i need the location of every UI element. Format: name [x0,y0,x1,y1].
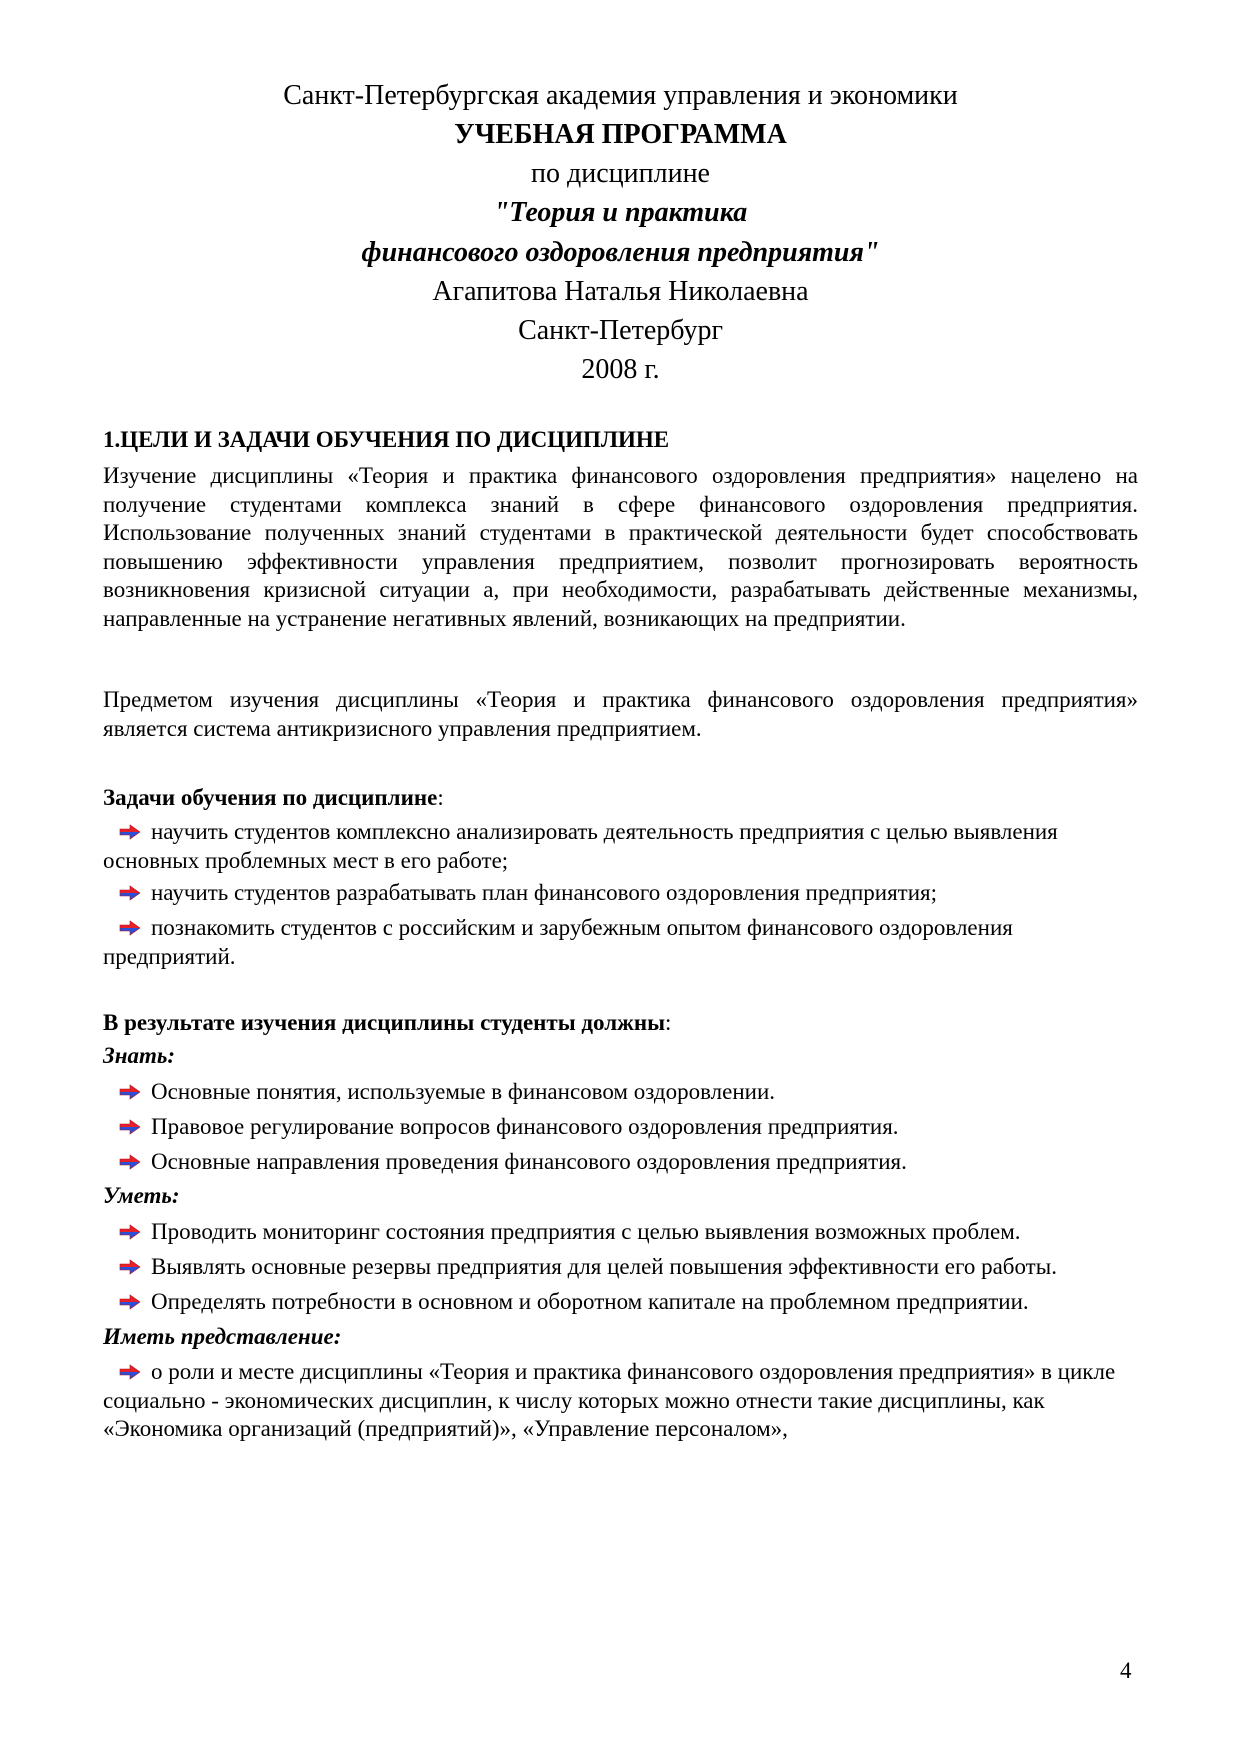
task-item-text: научить студентов разрабатывать план финансового оздоровления предприятия; [151,880,937,905]
year-label: 2008 г. [581,354,660,385]
know-item-text: Правовое регулирование вопросов финансового оздоровления предприятия. [151,1114,899,1139]
section1-heading: 1.ЦЕЛИ И ЗАДАЧИ ОБУЧЕНИЯ ПО ДИСЦИПЛИНЕ [103,427,670,452]
arrow-bullet-icon [119,920,141,936]
idea-item [103,1358,1138,1444]
author-name: Агапитова Наталья Николаевна [432,276,809,307]
know-item [103,1148,1138,1177]
task-item [103,879,1138,908]
can-subheading: Уметь: [103,1183,180,1208]
know-item-text: Основные направления проведения финансового оздоровления предприятия. [151,1149,907,1174]
arrow-bullet-icon [119,1224,141,1240]
arrow-bullet-icon [119,824,141,840]
arrow-bullet-icon [119,1154,141,1170]
arrow-bullet-icon [119,1084,141,1100]
can-item-text: Определять потребности в основном и оборотном капитале на проблемном предприятии. [151,1289,1029,1314]
can-item-text: Выявлять основные резервы предприятия для целей повышения эффективности его работы. [151,1254,1057,1279]
results-heading-label: В результате изучения дисциплины студенты должны [103,1010,666,1035]
city-name: Санкт-Петербург [518,315,723,346]
can-item [103,1288,1138,1317]
know-item [103,1113,1138,1142]
tasks-heading [103,784,1138,813]
can-item [103,1218,1138,1247]
arrow-bullet-icon [119,885,141,901]
results-heading [103,1009,1138,1038]
know-item [103,1078,1138,1107]
section1-paragraph2: Предметом изучения дисциплины «Теория и практика финансового оздоровления предприятия» является система антикризисного управления предприятием. [103,687,1138,741]
idea-subheading: Иметь представление: [103,1324,342,1349]
section1-paragraph1: Изучение дисциплины «Теория и практика финансового оздоровления предприятия» нацелено на получение студентами комплекса знаний в сфере финансового оздоровления предприятия. Использование полученных знаний студентами в практической деятельности будет способствовать повышению эффективности управления предприятием, позволит прогнозировать вероятность возникновения кризисной ситуации а, при необходимости, разрабатывать действенные механизмы, направленные на устранение негативных явлений, возникающих на предприятии. [103,463,1138,631]
doc-type-title: УЧЕБНАЯ ПРОГРАММА [454,119,787,150]
can-item-text: Проводить мониторинг состояния предприятия с целью выявления возможных проблем. [151,1219,1021,1244]
arrow-bullet-icon [119,1259,141,1275]
know-subheading: Знать: [103,1043,176,1068]
discipline-title-line2: финансового оздоровления предприятия" [361,237,880,268]
can-item [103,1253,1138,1282]
know-item-text: Основные понятия, используемые в финансовом оздоровлении. [151,1079,776,1104]
page-number: 4 [1120,1658,1132,1683]
task-item-text: научить студентов комплексно анализировать деятельность предприятия с целью выявления основных проблемных мест в его работе; [103,819,1058,873]
tasks-heading-label: Задачи обучения по дисциплине [103,785,438,810]
idea-item-text: о роли и месте дисциплины «Теория и практика финансового оздоровления предприятия» в цикле социально - экономических дисциплин, к числу которых можно отнести такие дисциплины, как «Экономика организаций (предприятий)», «Управление персоналом», [103,1359,1116,1441]
by-discipline-label: по дисциплине [531,158,710,189]
arrow-bullet-icon [119,1119,141,1135]
task-item [103,818,1138,875]
tasks-heading-colon: : [437,785,444,810]
task-item [103,914,1138,971]
institution-name: Санкт-Петербургская академия управления и экономики [283,80,958,111]
discipline-title-line1: "Теория и практика [493,197,748,228]
task-item-text: познакомить студентов с российским и зарубежным опытом финансового оздоровления предприятий. [103,915,1013,969]
arrow-bullet-icon [119,1364,141,1380]
arrow-bullet-icon [119,1294,141,1310]
results-heading-colon: : [665,1010,672,1035]
